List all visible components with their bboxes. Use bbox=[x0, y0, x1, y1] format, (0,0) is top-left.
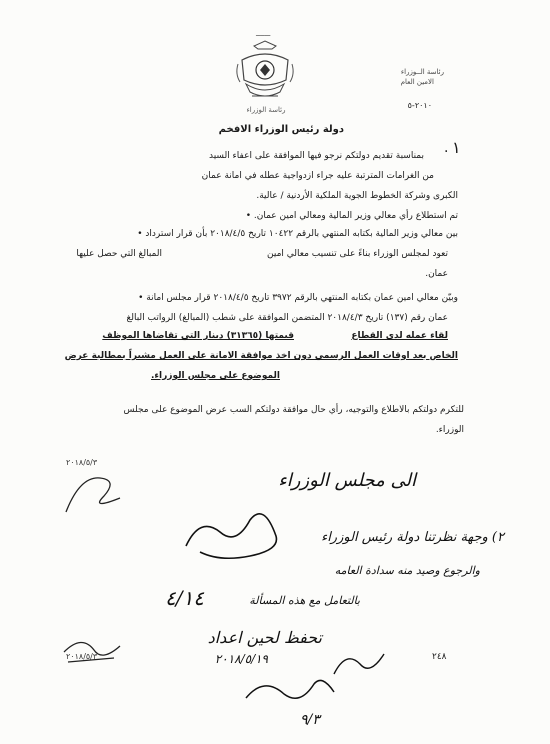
handwritten-line-1: الى مجلس الوزراء bbox=[278, 470, 416, 491]
bullet-3-line-2: عمان رقم (١٣٧) تاريخ ٢٠١٨/٤/٣ المتضمن الموافقة على شطب (المبالغ) الرواتب البالغ bbox=[126, 313, 448, 323]
item-dot: . bbox=[444, 140, 449, 156]
bullet-3-line-5: الموضوع على مجلس الوزراء. bbox=[151, 371, 280, 381]
bullet-3-line-3b: لقاء عمله لدى القطاع bbox=[351, 331, 448, 341]
margin-date-2: ٢٠١٨/٥/٣ bbox=[66, 652, 98, 661]
handwritten-line-8: ٩/٣ bbox=[300, 712, 320, 728]
para-1-line-2: من الغرامات المترتبة عليه جراء ازدواجية عطله في امانة عمان bbox=[201, 171, 434, 181]
ministry-caption: رئاسة الوزراء bbox=[246, 106, 286, 114]
handwritten-line-5: ٤/١٤ bbox=[165, 586, 204, 610]
bullet-3-line-1: وبيّن معالي امين عمان بكتابه المنتهي بالرقم ٣٩٧٢ تاريخ ٢٠١٨/٤/٥ قرار مجلس امانة • bbox=[138, 292, 458, 304]
office-line-1: رئاسة الــوزراء bbox=[400, 68, 444, 76]
handwritten-line-3: والرجوع وصيد منه سدادة العامه bbox=[334, 564, 480, 577]
item-number: ١ bbox=[452, 138, 461, 157]
emblem-top-text: ـــــــ bbox=[256, 30, 271, 38]
bullet-2-line-2b: تعود لمجلس الوزراء بناءً على تنسيب معالي امين bbox=[267, 249, 448, 259]
initials-mark: ٢٤٨ bbox=[432, 652, 447, 662]
signature-scribble-main bbox=[180, 506, 290, 570]
bullet-2-line-3: عمان. bbox=[425, 269, 448, 279]
margin-signature-1 bbox=[60, 468, 130, 522]
margin-date-1: ٢٠١٨/٥/٣ bbox=[66, 458, 98, 467]
bullet-2-line-2a: المبالغ التي حصل عليها bbox=[76, 249, 162, 259]
closing-line-2: الوزراء. bbox=[435, 425, 464, 435]
office-line-2: الامين العام bbox=[400, 78, 434, 86]
handwritten-line-4: بالتعامل مع هذه المسألة bbox=[249, 594, 360, 607]
bullet-1: تم استطلاع رأي معالي وزير المالية ومعالي امين عمان. • bbox=[246, 210, 458, 222]
reference-date: ٢٠١٠-٥ bbox=[407, 101, 432, 110]
coat-of-arms-emblem bbox=[234, 40, 296, 110]
para-1-line-3: الكبرى وشركة الخطوط الجوية الملكية الأردنية / عالية. bbox=[256, 191, 458, 201]
bullet-3-line-4: الخاص بعد اوقات العمل الرسمي دون اخذ موافقة الامانة على العمل مشيراً بمطالبة عرض bbox=[64, 351, 458, 361]
bullet-3-line-3a: قيمتها (٣١٣٦٥) دينار التي تقاضاها الموظف bbox=[102, 331, 294, 341]
margin-signature-2 bbox=[58, 632, 128, 676]
closing-line-1: للتكرم دولتكم بالاطلاع والتوجيه، رأي حال موافقة دولتكم السب عرض الموضوع على مجلس bbox=[123, 405, 464, 415]
bullet-2-line-1: بين معالي وزير المالية بكتابه المنتهي بالرقم ١٠٤٢٢ تاريخ ٢٠١٨/٤/٥ بأن قرار استرداد • bbox=[137, 228, 458, 240]
page-title: دولة رئيس الوزراء الافخم bbox=[218, 124, 344, 135]
para-1-line-1: بمناسبة تقديم دولتكم نرجو فيها الموافقة على اعفاء السيد bbox=[208, 151, 424, 161]
handwritten-line-6: تحفظ لحين اعداد bbox=[207, 628, 322, 647]
signature-scribble-bottom bbox=[240, 672, 340, 716]
handwritten-line-7: ٢٠١٨/٥/١٩ bbox=[214, 652, 268, 666]
handwritten-line-2: ٢) وجهة نظرتنا دولة رئيس الوزراء bbox=[321, 530, 504, 545]
